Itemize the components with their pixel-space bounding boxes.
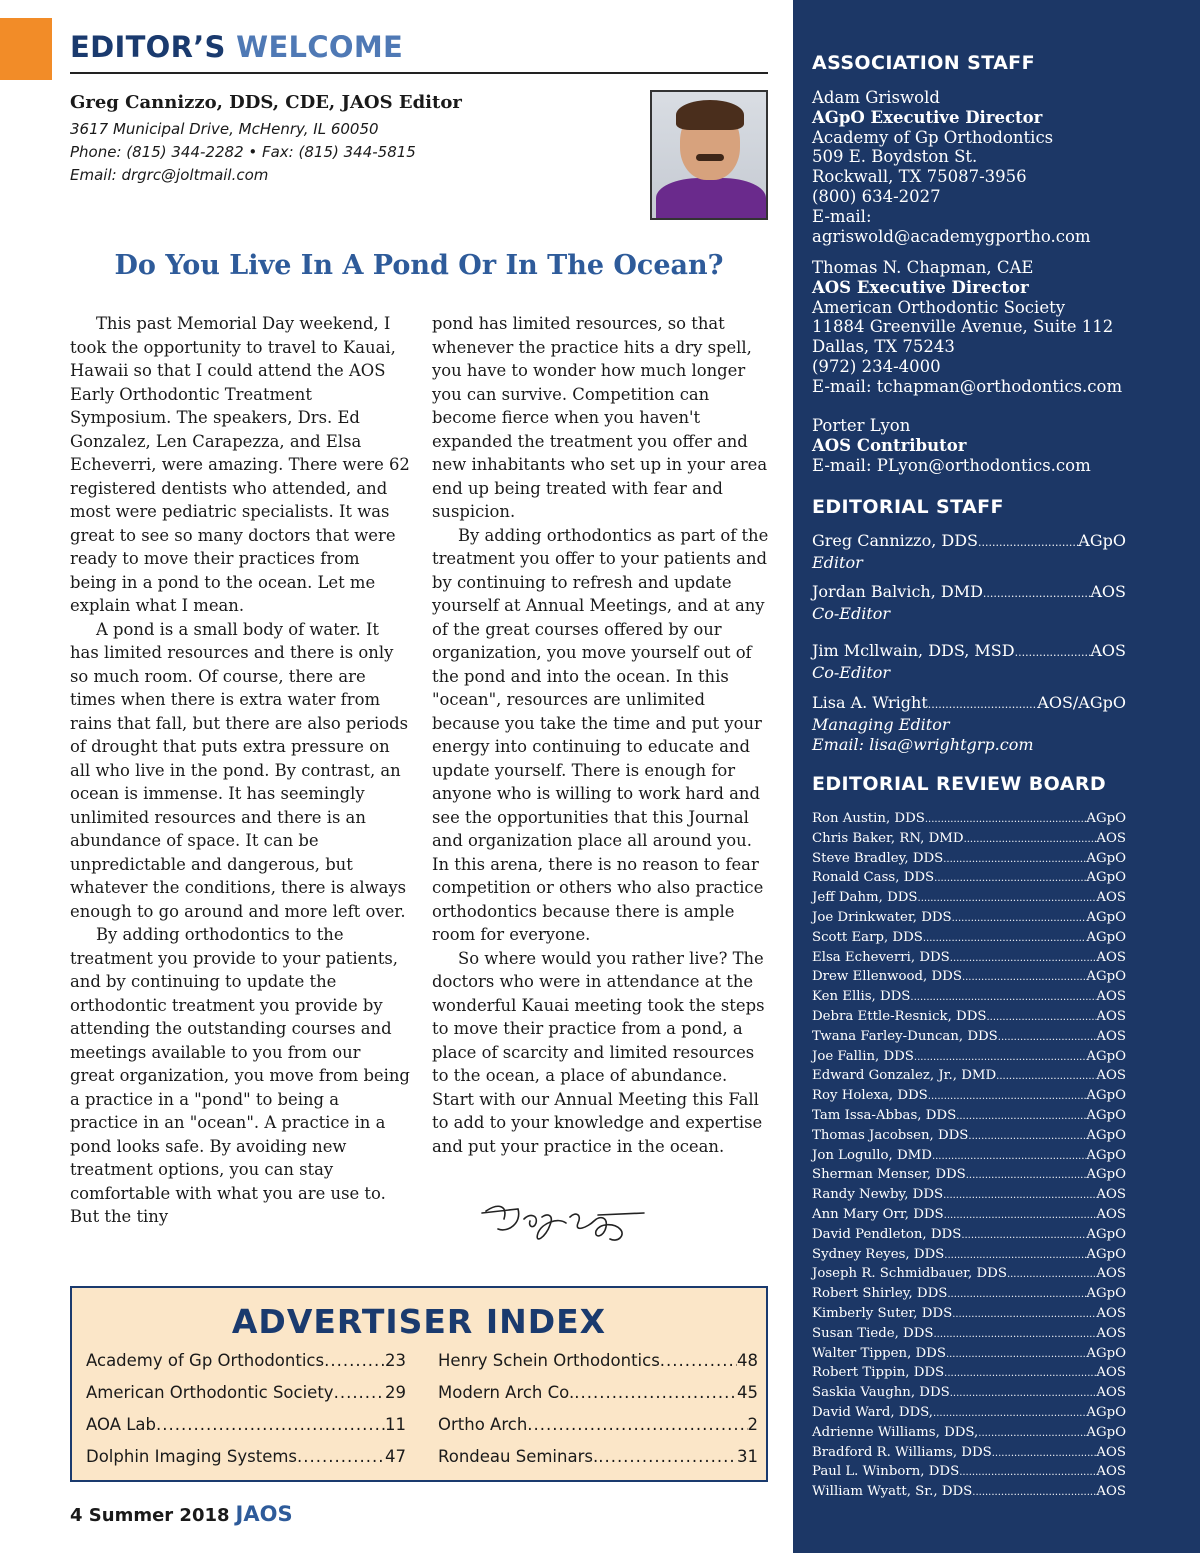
- section-title-part1: EDITOR’S: [70, 30, 226, 64]
- staff-line: American Orthodontic Society: [812, 297, 1066, 317]
- board-member-row: [812, 928, 1126, 948]
- staff-line: 11884 Greenville Avenue, Suite 112: [812, 317, 1114, 337]
- editorial-role: Co-Editor: [812, 604, 891, 623]
- advertiser-name: Ortho Arch: [438, 1415, 528, 1434]
- editorial-org: AOS/AGpO: [1037, 693, 1126, 712]
- staff-line: Academy of Gp Orthodontics: [812, 127, 1054, 147]
- board-member-name: Jeff Dahm, DDS: [812, 890, 918, 906]
- leader-dots: [986, 1008, 1096, 1028]
- editorial-entry: [812, 531, 1192, 573]
- board-member-org: AGpO: [1086, 850, 1126, 866]
- editor-contact: [70, 92, 630, 187]
- advertiser-entry: [86, 1383, 406, 1415]
- advertiser-column-right: [438, 1351, 758, 1479]
- board-member-name: Steve Bradley, DDS: [812, 850, 944, 866]
- board-member-row: [812, 1344, 1126, 1364]
- board-member-name: Walter Tippen, DDS: [812, 1345, 946, 1361]
- staff-line: E-mail:: [812, 206, 872, 226]
- board-member-row: [812, 1403, 1126, 1423]
- editorial-role: Co-Editor: [812, 663, 891, 682]
- board-member-org: AOS: [1096, 1484, 1126, 1500]
- editor-address: 3617 Municipal Drive, McHenry, IL 60050: [70, 120, 379, 138]
- leader-dots: [933, 1404, 1086, 1424]
- board-member-org: AGpO: [1086, 1107, 1126, 1123]
- board-member-row: [812, 888, 1126, 908]
- editorial-role: Managing Editor: [812, 715, 950, 734]
- leader-dots: [910, 988, 1096, 1008]
- board-member-name: Adrienne Williams, DDS,: [812, 1424, 979, 1440]
- board-member-org: AGpO: [1086, 1404, 1126, 1420]
- staff-sidebar: [793, 0, 1200, 1553]
- board-member-name: Tam Issa-Abbas, DDS: [812, 1107, 957, 1123]
- editor-email: Email: drgrc@joltmail.com: [70, 166, 269, 184]
- board-member-org: AOS: [1096, 830, 1126, 846]
- board-member-name: Robert Tippin, DDS: [812, 1365, 945, 1381]
- editorial-org: AOS: [1090, 641, 1126, 660]
- board-member-name: Joe Fallin, DDS: [812, 1048, 914, 1064]
- board-member-org: AOS: [1096, 890, 1126, 906]
- article-paragraph: A pond is a small body of water. It has limited resources and there is only so much room. Of course, there are times when there is extra water from rains that fall, but there are also periods of drought that puts extra pressure on all who live in the pond. By contrast, an ocean is immense. It has seemingly unlimited resources and there is an abundance of space. It can be unpredictable and dangerous, but whatever the conditions, there is always enough to go around and more left over.: [70, 619, 408, 921]
- board-member-org: AOS: [1096, 949, 1126, 965]
- board-member-row: [812, 1443, 1126, 1463]
- staff-line: Dallas, TX 75243: [812, 337, 955, 357]
- board-member-row: [812, 1027, 1126, 1047]
- leader-dots: [972, 1483, 1096, 1503]
- board-member-name: Thomas Jacobsen, DDS: [812, 1127, 969, 1143]
- board-member-name: Ken Ellis, DDS: [812, 989, 911, 1005]
- board-member-row: [812, 868, 1126, 888]
- board-member-name: Saskia Vaughn, DDS: [812, 1385, 950, 1401]
- leader-dots: [918, 889, 1097, 909]
- article-paragraph: So where would you rather live? The doctors who were in attendance at the wonderful Kauai meeting took the steps to move their practice from a pond, a place of scarcity and limited resources to the ocean, a place of abundance. Start with our Annual Meeting this Fall to add to your knowledge and expertise and put your practice in the ocean.: [432, 948, 765, 1156]
- leader-dots: [1007, 1265, 1096, 1285]
- board-member-name: Kimberly Suter, DDS: [812, 1305, 953, 1321]
- board-member-org: AOS: [1096, 1385, 1126, 1401]
- board-member-org: AOS: [1096, 1305, 1126, 1321]
- board-member-row: [812, 1264, 1126, 1284]
- leader-dots: [928, 695, 1038, 715]
- section-title-part2: WELCOME: [236, 30, 404, 64]
- board-member-name: Joseph R. Schmidbauer, DDS: [812, 1266, 1007, 1282]
- advertiser-page: 23: [385, 1351, 406, 1370]
- leader-dots: [574, 1383, 737, 1402]
- leader-dots: [947, 1285, 1086, 1305]
- board-member-name: Edward Gonzalez, Jr., DMD: [812, 1068, 997, 1084]
- photo-hair: [676, 100, 744, 130]
- advertiser-index: [70, 1286, 768, 1482]
- advertiser-entry: [438, 1351, 758, 1383]
- advertiser-page: 29: [385, 1383, 406, 1402]
- board-member-name: Debra Ettle-Resnick, DDS: [812, 1008, 987, 1024]
- staff-name: Adam Griswold: [812, 88, 940, 107]
- section-title: [70, 30, 403, 64]
- staff-line: (972) 234-4000: [812, 356, 941, 376]
- board-member-name: William Wyatt, Sr., DDS: [812, 1484, 973, 1500]
- advertiser-page: 48: [737, 1351, 758, 1370]
- advertiser-name: Rondeau Seminars.: [438, 1447, 599, 1466]
- leader-dots: [914, 1048, 1086, 1068]
- editorial-org: AGpO: [1078, 531, 1126, 550]
- editorial-staff-heading: EDITORIAL STAFF: [812, 496, 1004, 518]
- leader-dots: [943, 1186, 1096, 1206]
- article-paragraph: By adding orthodontics as part of the treatment you offer to your patients and by continuing to refresh and update yourself at Annual Meetings, and at any of the great courses offered by our organization, you move yourself out of the pond and into the ocean. In this "ocean", resources are unlimited because you take the time and put your energy into continuing to educate and update yourself. There is enough for anyone who is willing to work hard and see the opportunities that this Journal and organization place all around you. In this arena, there is no reason to fear competition or others who also practice orthodontics because there is ample room for everyone.: [432, 525, 769, 944]
- staff-title: AOS Contributor: [812, 435, 967, 455]
- editor-phone: Phone: (815) 344-2282 • Fax: (815) 344-5815: [70, 143, 416, 161]
- board-member-org: AOS: [1096, 989, 1126, 1005]
- board-member-row: [812, 849, 1126, 869]
- advertiser-entry: [86, 1415, 406, 1447]
- leader-dots: [297, 1447, 385, 1466]
- header-divider: [70, 72, 768, 74]
- board-member-name: Roy Holexa, DDS: [812, 1088, 928, 1104]
- board-member-org: AOS: [1096, 1365, 1126, 1381]
- board-member-org: AGpO: [1086, 969, 1126, 985]
- leader-dots: [962, 968, 1086, 988]
- leader-dots: [324, 1351, 385, 1370]
- article-title: Do You Live In A Pond Or In The Ocean?: [114, 250, 724, 281]
- board-member-name: Paul L. Winborn, DDS: [812, 1464, 960, 1480]
- board-member-name: Robert Shirley, DDS: [812, 1286, 948, 1302]
- board-member-name: Randy Newby, DDS: [812, 1187, 944, 1203]
- advertiser-entry: [438, 1447, 758, 1479]
- board-member-org: AOS: [1096, 1444, 1126, 1460]
- board-member-org: AOS: [1096, 1206, 1126, 1222]
- board-member-row: [812, 829, 1126, 849]
- advertiser-name: AOA Lab: [86, 1415, 157, 1434]
- board-member-row: [812, 1383, 1126, 1403]
- board-member-name: Jon Logullo, DMD: [812, 1147, 932, 1163]
- board-member-org: AGpO: [1086, 870, 1126, 886]
- staff-line: E-mail: tchapman@orthodontics.com: [812, 376, 1123, 396]
- staff-line: (800) 634-2027: [812, 186, 941, 206]
- editorial-entry: [812, 693, 1192, 755]
- advertiser-page: 45: [737, 1383, 758, 1402]
- advertiser-entry: [86, 1447, 406, 1479]
- leader-dots: [961, 1226, 1086, 1246]
- article-paragraph: pond has limited resources, so that whenever the practice hits a dry spell, you have to wonder how much longer you can survive. Competition can become fierce when you haven't expanded the treatment you offer and new inhabitants who set up in your area end up being treated with fear and suspicion.: [432, 314, 768, 521]
- leader-dots: [928, 1087, 1087, 1107]
- leader-dots: [156, 1415, 385, 1434]
- board-member-name: Ron Austin, DDS: [812, 811, 925, 826]
- advertiser-page: 11: [385, 1415, 406, 1434]
- board-member-row: [812, 1462, 1126, 1482]
- board-member-org: AOS: [1096, 1008, 1126, 1024]
- leader-dots: [996, 1067, 1096, 1087]
- board-member-name: Chris Baker, RN, DMD: [812, 830, 964, 846]
- board-member-row: [812, 908, 1126, 928]
- leader-dots: [983, 584, 1090, 604]
- leader-dots: [932, 1147, 1086, 1167]
- staff-line: agriswold@academygportho.com: [812, 226, 1091, 246]
- advertiser-entry: [86, 1351, 406, 1383]
- advertiser-entry: [438, 1383, 758, 1415]
- board-member-row: [812, 948, 1126, 968]
- leader-dots: [992, 1444, 1097, 1464]
- leader-dots: [950, 1384, 1097, 1404]
- board-member-org: AOS: [1096, 1266, 1126, 1282]
- board-member-row: [812, 967, 1126, 987]
- advertiser-name: Modern Arch Co.: [438, 1383, 575, 1402]
- leader-dots: [1015, 643, 1091, 663]
- leader-dots: [944, 1246, 1086, 1266]
- board-member-name: Susan Tiede, DDS: [812, 1325, 934, 1341]
- leader-dots: [959, 1463, 1096, 1483]
- leader-dots: [933, 1325, 1096, 1345]
- editorial-name: Jordan Balvich, DMD: [812, 582, 983, 601]
- staff-line: 509 E. Boydston St.: [812, 147, 978, 167]
- leader-dots: [998, 1028, 1097, 1048]
- leader-dots: [978, 1424, 1086, 1444]
- staff-line: Rockwall, TX 75087-3956: [812, 167, 1027, 187]
- board-member-name: Ronald Cass, DDS: [812, 870, 935, 886]
- leader-dots: [978, 533, 1078, 553]
- board-member-row: [812, 1363, 1126, 1383]
- board-member-row: [812, 1205, 1126, 1225]
- board-member-org: AGpO: [1086, 1167, 1126, 1183]
- staff-name: Porter Lyon: [812, 416, 911, 435]
- board-member-row: [812, 1304, 1126, 1324]
- board-member-name: Scott Earp, DDS: [812, 929, 923, 945]
- leader-dots: [934, 869, 1086, 889]
- board-member-name: Twana Farley-Duncan, DDS: [812, 1028, 998, 1044]
- staff-title: AOS Executive Director: [812, 277, 1029, 297]
- leader-dots: [952, 1305, 1096, 1325]
- board-member-name: David Ward, DDS,: [812, 1404, 934, 1420]
- board-member-row: [812, 1482, 1126, 1502]
- board-member-row: [812, 987, 1126, 1007]
- staff-entry: [812, 258, 1192, 397]
- journal-brand: JAOS: [235, 1502, 293, 1526]
- board-member-name: Elsa Echeverri, DDS: [812, 949, 950, 965]
- leader-dots: [950, 949, 1097, 969]
- board-member-name: Drew Ellenwood, DDS: [812, 969, 962, 985]
- leader-dots: [944, 1364, 1096, 1384]
- leader-dots: [966, 1166, 1087, 1186]
- editor-photo: [650, 90, 768, 220]
- leader-dots: [952, 909, 1087, 929]
- leader-dots: [660, 1351, 737, 1370]
- board-member-row: [812, 1324, 1126, 1344]
- advertiser-page: 31: [737, 1447, 758, 1466]
- board-member-org: AOS: [1096, 1325, 1126, 1341]
- board-member-name: Joe Drinkwater, DDS: [812, 909, 952, 925]
- editorial-name: Lisa A. Wright: [812, 693, 928, 712]
- leader-dots: [968, 1127, 1086, 1147]
- board-member-org: AOS: [1096, 1028, 1126, 1044]
- advertiser-entry: [438, 1415, 758, 1447]
- board-member-name: Sherman Menser, DDS: [812, 1167, 966, 1183]
- association-staff-heading: ASSOCIATION STAFF: [812, 52, 1035, 74]
- staff-entry: [812, 416, 1192, 475]
- leader-dots: [598, 1447, 737, 1466]
- leader-dots: [527, 1415, 747, 1434]
- board-member-row: [812, 809, 1126, 829]
- advertiser-index-title: ADVERTISER INDEX: [231, 1302, 607, 1341]
- board-member-row: [812, 1047, 1126, 1067]
- board-member-org: AOS: [1096, 1187, 1126, 1203]
- advertiser-page: 47: [385, 1447, 406, 1466]
- editorial-email: Email: lisa@wrightgrp.com: [812, 735, 1034, 754]
- board-member-org: AGpO: [1086, 1048, 1126, 1064]
- board-member-row: [812, 1225, 1126, 1245]
- leader-dots: [334, 1383, 385, 1402]
- board-member-org: AGpO: [1086, 1286, 1126, 1302]
- advertiser-name: Henry Schein Orthodontics: [438, 1351, 660, 1370]
- photo-shirt: [656, 178, 766, 220]
- staff-line: E-mail: PLyon@orthodontics.com: [812, 455, 1091, 475]
- board-member-row: [812, 1007, 1126, 1027]
- board-member-name: Bradford R. Williams, DDS: [812, 1444, 992, 1460]
- article-paragraph: This past Memorial Day weekend, I took the opportunity to travel to Kauai, Hawaii so that I could attend the AOS Early Orthodontic Treatment Symposium. The speakers, Drs. Ed Gonzalez, Len Carapezza, and Elsa Echeverri, were amazing. There were 62 registered dentists who attended, and most were pediatric specialists. It was great to see so many doctors that were ready to move their practices from being in a pond to the ocean. Let me explain what I mean.: [70, 314, 410, 615]
- article-column-left: [70, 312, 410, 1229]
- advertiser-name: Academy of Gp Orthodontics: [86, 1351, 325, 1370]
- leader-dots: [943, 850, 1086, 870]
- leader-dots: [964, 830, 1097, 850]
- article-column-right: [432, 312, 772, 1158]
- advertiser-page: 2: [747, 1415, 758, 1434]
- article-paragraph: By adding orthodontics to the treatment you provide to your patients, and by continuing to update the orthodontic treatment you provide by attending the outstanding courses and meetings available to you from our great organization, you move from being a practice in a "pond" to being a practice in an "ocean". A practice in a pond looks safe. By avoiding new treatment options, you can stay comfortable with what you are use to. But the tiny: [70, 925, 410, 1226]
- board-member-row: [812, 1185, 1126, 1205]
- board-member-row: [812, 1146, 1126, 1166]
- board-member-org: AGpO: [1086, 811, 1126, 826]
- board-member-org: AOS: [1096, 1068, 1126, 1084]
- editor-name: Greg Cannizzo, DDS, CDE, JAOS Editor: [70, 92, 462, 113]
- page-footer: [70, 1502, 293, 1526]
- review-board-list: [812, 809, 1126, 1502]
- board-member-row: [812, 1423, 1126, 1443]
- advertiser-name: Dolphin Imaging Systems: [86, 1447, 298, 1466]
- board-member-row: [812, 1284, 1126, 1304]
- board-member-row: [812, 1066, 1126, 1086]
- board-member-org: AGpO: [1086, 1246, 1126, 1262]
- board-member-name: Ann Mary Orr, DDS: [812, 1206, 944, 1222]
- accent-tab: [0, 18, 52, 80]
- review-board-heading: EDITORIAL REVIEW BOARD: [812, 773, 1107, 795]
- advertiser-name: American Orthodontic Society: [86, 1383, 334, 1402]
- board-member-org: AGpO: [1086, 1147, 1126, 1163]
- board-member-row: [812, 1126, 1126, 1146]
- board-member-row: [812, 1086, 1126, 1106]
- editor-signature: [478, 1193, 648, 1253]
- photo-mustache: [696, 154, 724, 161]
- leader-dots: [956, 1107, 1086, 1127]
- leader-dots: [944, 1206, 1097, 1226]
- board-member-row: [812, 1245, 1126, 1265]
- board-member-org: AGpO: [1086, 1226, 1126, 1242]
- board-member-name: Sydney Reyes, DDS: [812, 1246, 945, 1262]
- leader-dots: [946, 1345, 1086, 1365]
- board-member-name: David Pendleton, DDS: [812, 1226, 962, 1242]
- editorial-name: Greg Cannizzo, DDS: [812, 531, 979, 550]
- leader-dots: [923, 929, 1086, 949]
- board-member-org: AGpO: [1086, 929, 1126, 945]
- board-member-org: AGpO: [1086, 1424, 1126, 1440]
- editorial-org: AOS: [1090, 582, 1126, 601]
- board-member-org: AGpO: [1086, 1345, 1126, 1361]
- editorial-role: Editor: [812, 553, 863, 572]
- board-member-row: [812, 1165, 1126, 1185]
- staff-title: AGpO Executive Director: [812, 107, 1043, 127]
- leader-dots: [925, 810, 1087, 830]
- board-member-org: AGpO: [1086, 1127, 1126, 1143]
- board-member-org: AGpO: [1086, 909, 1126, 925]
- staff-name: Thomas N. Chapman, CAE: [812, 258, 1034, 277]
- board-member-org: AGpO: [1086, 1088, 1126, 1104]
- advertiser-column-left: [86, 1351, 406, 1479]
- board-member-org: AOS: [1096, 1464, 1126, 1480]
- editorial-entry: [812, 582, 1192, 624]
- editorial-name: Jim Mcllwain, DDS, MSD: [812, 641, 1015, 660]
- board-member-row: [812, 1106, 1126, 1126]
- editorial-entry: [812, 641, 1192, 683]
- page-issue: 4 Summer 2018: [70, 1505, 230, 1526]
- staff-entry: [812, 88, 1192, 246]
